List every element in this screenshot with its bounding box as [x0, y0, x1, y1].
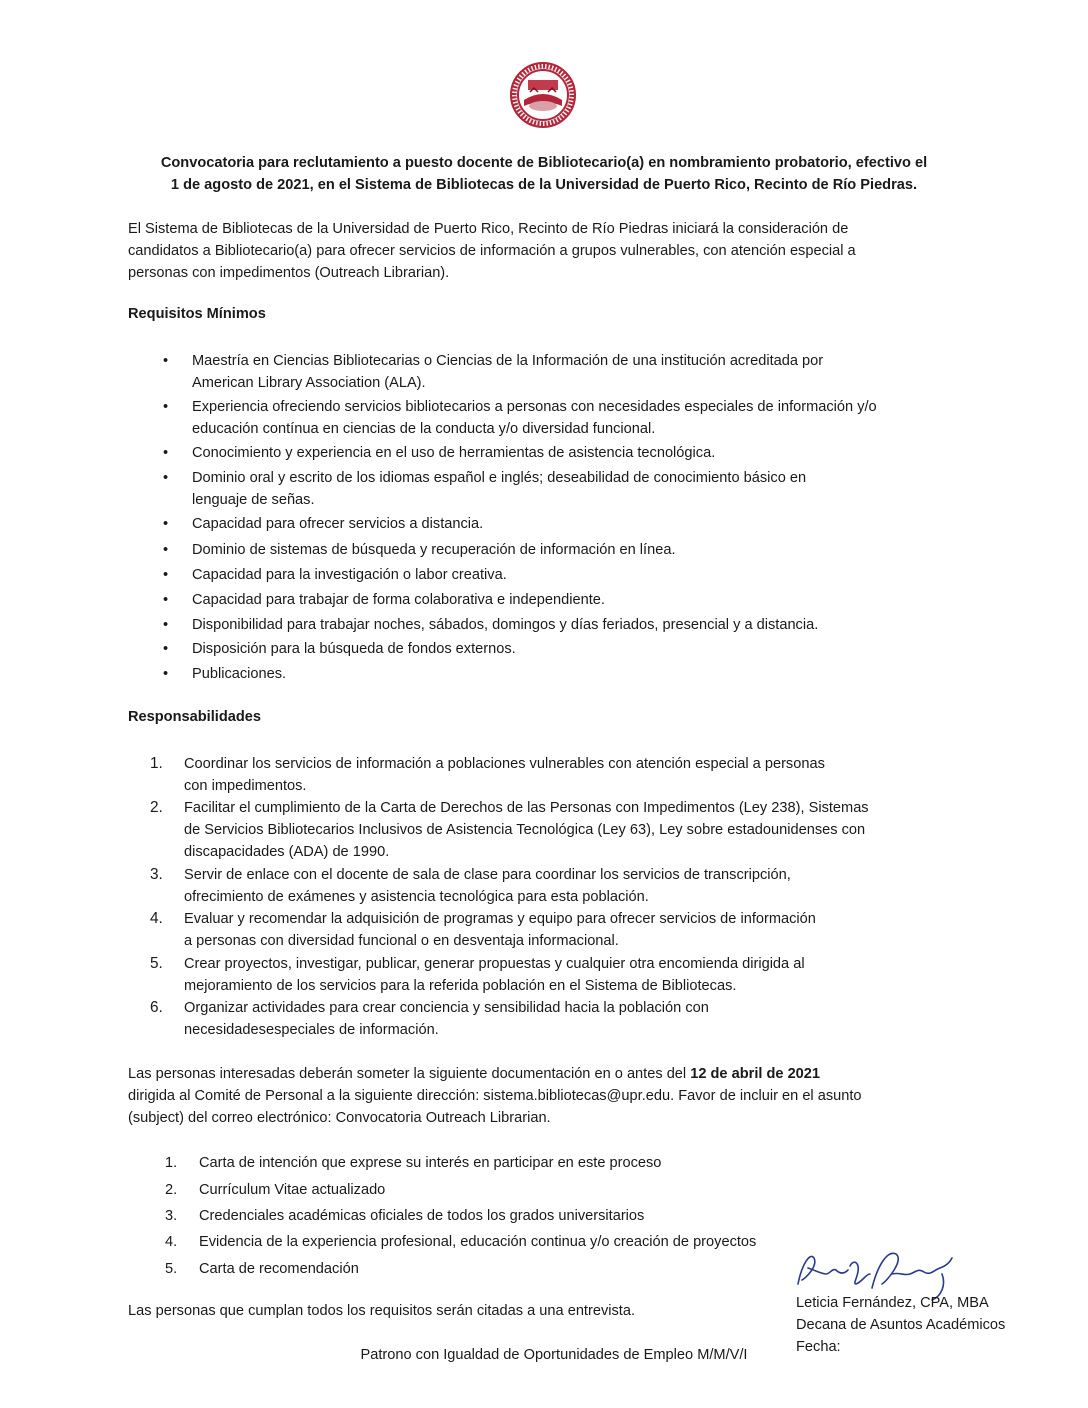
bullet-marker: • [163, 617, 169, 633]
list-item-line: a personas con diversidad funcional o en desventaja informacional. [184, 933, 619, 949]
intro-paragraph [128, 218, 958, 284]
list-item: Evidencia de la experiencia profesional, educación continua y/o creación de proyectos [199, 1234, 757, 1250]
list-item-line: lenguaje de señas. [192, 492, 315, 508]
item-number: 1. [150, 755, 163, 772]
list-item-line: Capacidad para ofrecer servicios a distancia. [192, 516, 484, 532]
item-number: 4. [165, 1234, 178, 1250]
list-item [192, 614, 818, 636]
bullet-marker: • [163, 666, 169, 682]
submission-line [128, 1063, 958, 1085]
item-number: 4. [150, 910, 163, 927]
submission-text: Las personas interesadas deberán someter la siguiente documentación en o antes del [128, 1066, 691, 1082]
date-label: Fecha: [796, 1339, 841, 1355]
list-item-line: Dominio oral y escrito de los idiomas español e inglés; deseabilidad de conocimiento básico en [192, 470, 807, 486]
list-item-line: Evaluar y recomendar la adquisición de programas y equipo para ofrecer servicios de información [184, 911, 816, 927]
list-item [184, 953, 805, 997]
footer-note: Patrono con Igualdad de Oportunidades de Empleo M/M/V/I [360, 1347, 748, 1363]
list-item [192, 539, 676, 561]
list-item-line: Organizar actividades para crear conciencia y sensibilidad hacia la población con [184, 1000, 709, 1016]
list-item-line: Servir de enlace con el docente de sala de clase para coordinar los servicios de transcripción, [184, 867, 791, 883]
list-item: Carta de recomendación [199, 1261, 359, 1277]
bullet-marker: • [163, 516, 169, 532]
list-item [192, 396, 877, 440]
list-item-line: discapacidades (ADA) de 1990. [184, 844, 390, 860]
title-line: 1 de agosto de 2021, en el Sistema de Bibliotecas de la Universidad de Puerto Rico, Recinto de Río Piedras. [170, 177, 918, 193]
list-item-line: con impedimentos. [184, 778, 307, 794]
list-item [184, 864, 791, 908]
list-item [192, 442, 715, 464]
submission-line: (subject) del correo electrónico: Convocatoria Outreach Librarian. [128, 1110, 551, 1126]
signer-role: Decana de Asuntos Académicos [796, 1317, 1006, 1333]
list-item-line: Maestría en Ciencias Bibliotecarias o Ciencias de la Información de una institución acreditada por [192, 353, 824, 369]
item-number: 5. [165, 1261, 178, 1277]
list-item-line: American Library Association (ALA). [192, 375, 426, 391]
page-title [120, 152, 968, 196]
list-item [192, 350, 823, 394]
submission-line: dirigida al Comité de Personal a la siguiente dirección: sistema.bibliotecas@upr.edu. Favor de incluir en el asunto [128, 1088, 862, 1104]
list-item [192, 663, 286, 685]
item-number: 2. [165, 1182, 178, 1198]
item-number: 2. [150, 799, 163, 816]
university-seal-logo [510, 62, 576, 128]
intro-line: El Sistema de Bibliotecas de la Universidad de Puerto Rico, Recinto de Río Piedras iniciará la consideración de [128, 221, 849, 237]
item-number: 1. [165, 1155, 178, 1171]
bullet-marker: • [163, 567, 169, 583]
submission-paragraph [128, 1063, 958, 1129]
list-item-line: de Servicios Bibliotecarios Inclusivos de Asistencia Tecnológica (Ley 63), Ley sobre estadounidenses con [184, 822, 866, 838]
list-item [184, 997, 709, 1041]
section-heading-requisitos: Requisitos Mínimos [128, 306, 266, 322]
list-item: Carta de intención que exprese su interés en participar en este proceso [199, 1155, 662, 1171]
bullet-marker: • [163, 399, 169, 415]
item-number: 3. [165, 1208, 178, 1224]
item-number: 3. [150, 866, 163, 883]
list-item [184, 753, 825, 797]
list-item [192, 638, 516, 660]
list-item [192, 589, 605, 611]
list-item [184, 908, 816, 952]
list-item-line: Coordinar los servicios de información a poblaciones vulnerables con atención especial a personas [184, 756, 825, 772]
list-item: Credenciales académicas oficiales de todos los grados universitarios [199, 1208, 645, 1224]
list-item [184, 797, 869, 863]
list-item-line: Capacidad para trabajar de forma colaborativa e independiente. [192, 592, 605, 608]
list-item: Currículum Vitae actualizado [199, 1182, 386, 1198]
bullet-marker: • [163, 641, 169, 657]
list-item-line: Disponibilidad para trabajar noches, sábados, domingos y días feriados, presencial y a distancia. [192, 617, 819, 633]
item-number: 6. [150, 999, 163, 1016]
list-item-line: Publicaciones. [192, 666, 287, 682]
list-item-line: Experiencia ofreciendo servicios bibliotecarios a personas con necesidades especiales de información y/o [192, 399, 877, 415]
list-item-line: Crear proyectos, investigar, publicar, generar propuestas y cualquier otra encomienda dirigida al [184, 956, 805, 972]
intro-line: personas con impedimentos (Outreach Librarian). [128, 265, 450, 281]
bullet-marker: • [163, 592, 169, 608]
list-item [192, 513, 483, 535]
bullet-marker: • [163, 470, 169, 486]
bullet-marker: • [163, 353, 169, 369]
signer-name: Leticia Fernández, CPA, MBA [796, 1295, 989, 1311]
list-item [192, 467, 806, 511]
list-item-line: Capacidad para la investigación o labor creativa. [192, 567, 507, 583]
intro-line: candidatos a Bibliotecario(a) para ofrecer servicios de información a grupos vulnerables, con atención especial a [128, 243, 856, 259]
section-heading-responsabilidades: Responsabilidades [128, 709, 262, 725]
item-number: 5. [150, 955, 163, 972]
list-item [192, 564, 507, 586]
list-item-line: educación contínua en ciencias de la conducta y/o diversidad funcional. [192, 421, 656, 437]
list-item-line: Disposición para la búsqueda de fondos externos. [192, 641, 516, 657]
list-item-line: necesidadesespeciales de información. [184, 1022, 439, 1038]
bullet-marker: • [163, 445, 169, 461]
list-item-line: mejoramiento de los servicios para la referida población en el Sistema de Bibliotecas. [184, 978, 737, 994]
bullet-marker: • [163, 542, 169, 558]
list-item-line: Facilitar el cumplimiento de la Carta de Derechos de las Personas con Impedimentos (Ley 238), Sistemas [184, 800, 869, 816]
closing-statement: Las personas que cumplan todos los requisitos serán citadas a una entrevista. [128, 1303, 636, 1319]
list-item-line: ofrecimiento de exámenes y asistencia tecnológica para esta población. [184, 889, 649, 905]
deadline-date: 12 de abril de 2021 [690, 1066, 821, 1082]
list-item-line: Conocimiento y experiencia en el uso de herramientas de asistencia tecnológica. [192, 445, 716, 461]
list-item-line: Dominio de sistemas de búsqueda y recuperación de información en línea. [192, 542, 676, 558]
title-line: Convocatoria para reclutamiento a puesto docente de Bibliotecario(a) en nombramiento probatorio, efectivo el [160, 155, 928, 171]
